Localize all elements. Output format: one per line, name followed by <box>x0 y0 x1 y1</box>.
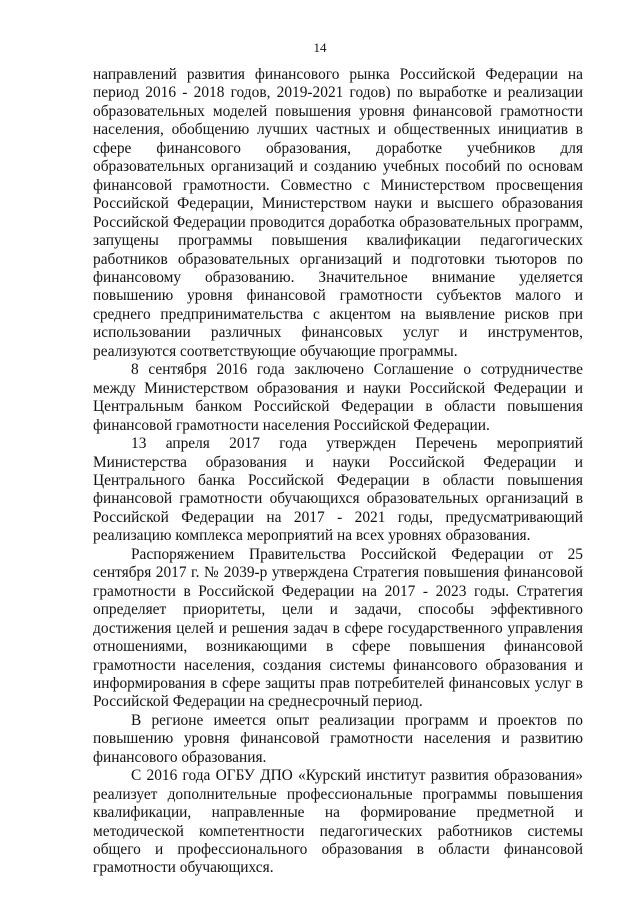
paragraph-agreement-2016: 8 сентября 2016 года заключено Соглашение о сотрудничестве между Министерством образования и науки Российской Федерации и Центральным банком Российской Федерации в области повышения финансовой грамотности населения Российской Федерации. <box>93 361 583 434</box>
paragraph-continuation: направлений развития финансового рынка Российской Федерации на период 2016 - 2018 годов, 2019-2021 годов) по выработке и реализации образовательных моделей повышения уровня финансовой грамотности населения, обобщению лучших частных и общественных инициатив в сфере финансового образования, доработке учебников для образовательных организаций и созданию учебных пособий по основам финансовой грамотности. Совместно с Министерством просвещения Российской Федерации, Министерством науки и высшего образования Российской Федерации проводится доработка образовательных программ, запущены программы повышения квалификации педагогических работников образовательных организаций и подготовки тьюторов по финансовому образованию. Значительное внимание уделяется повышению уровня финансовой грамотности субъектов малого и среднего предпринимательства с акцентом на выявление рисков при использовании различных финансовых услуг и инструментов, реализуются соответствующие обучающие программы. <box>93 66 583 360</box>
paragraph-kursk-institute: С 2016 года ОГБУ ДПО «Курский институт развития образования» реализует дополнительные профессиональные программы повышения квалификации, направленные на формирование предметной и методической компетентности педагогических работников системы общего и профессионального образования в области финансовой грамотности обучающихся. <box>93 767 583 877</box>
page-number: 14 <box>313 40 327 55</box>
paragraph-measures-list-2017: 13 апреля 2017 года утвержден Перечень мероприятий Министерства образования и науки Российской Федерации и Центрального банка Российской Федерации в области повышения финансовой грамотности обучающихся образовательных организаций в Российской Федерации на 2017 - 2021 годы, предусматривающий реализацию комплекса мероприятий на всех уровнях образования. <box>93 435 583 545</box>
document-body <box>93 66 583 878</box>
paragraph-regional-experience: В регионе имеется опыт реализации программ и проектов по повышению уровня финансовой грамотности населения и развитию финансового образования. <box>93 711 583 766</box>
paragraph-government-strategy: Распоряжением Правительства Российской Федерации от 25 сентября 2017 г. № 2039-р утверждена Стратегия повышения финансовой грамотности в Российской Федерации на 2017 - 2023 годы. Стратегия определяет приоритеты, цели и задачи, способы эффективного достижения целей и решения задач в сфере государственного управления отношениями, возникающими в сфере повышения финансовой грамотности населения, создания системы финансового образования и информирования в сфере защиты прав потребителей финансовых услуг в Российской Федерации на среднесрочный период. <box>93 545 583 711</box>
